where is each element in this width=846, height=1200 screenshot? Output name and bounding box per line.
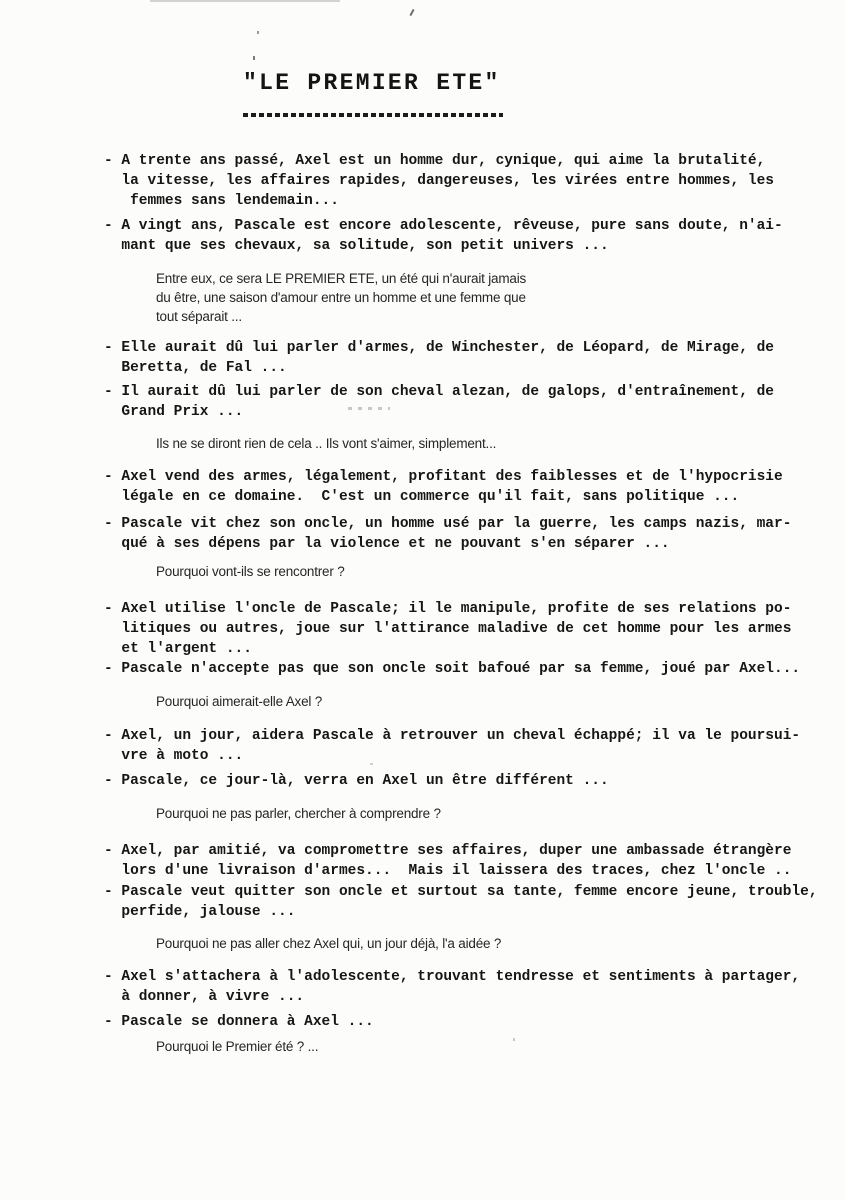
text-line: - Elle aurait dû lui parler d'armes, de Winchester, de Léopard, de Mirage, de <box>104 340 775 356</box>
text-line: qué à ses dépens par la violence et ne pouvant s'en séparer ... <box>104 536 670 552</box>
text-line: et l'argent ... <box>104 641 252 657</box>
synopsis-paragraph <box>104 216 783 256</box>
text-line: Pourquoi aimerait-elle Axel ? <box>156 694 323 709</box>
text-line: - Pascale, ce jour-là, verra en Axel un être différent ... <box>104 773 609 789</box>
text-line: Entre eux, ce sera LE PREMIER ETE, un été qui n'aurait jamais <box>156 271 527 286</box>
interjection-note <box>156 562 345 581</box>
text-line: du être, une saison d'amour entre un homme et une femme que <box>156 290 526 305</box>
synopsis-paragraph <box>104 771 609 791</box>
synopsis-paragraph <box>104 514 791 554</box>
text-line: Beretta, de Fal ... <box>104 360 287 376</box>
text-line: Pourquoi ne pas aller chez Axel qui, un jour déjà, l'a aidée ? <box>156 936 502 951</box>
text-line: Pourquoi le Premier été ? ... <box>156 1039 319 1054</box>
interjection-note <box>156 269 526 326</box>
title-underline <box>243 113 503 117</box>
synopsis-paragraph <box>104 967 800 1007</box>
text-line: - Axel, par amitié, va compromettre ses affaires, duper une ambassade étrangère <box>104 843 792 859</box>
text-line: - Pascale n'accepte pas que son oncle soit bafoué par sa femme, joué par Axel... <box>104 661 801 677</box>
text-line: légale en ce domaine. C'est un commerce qu'il fait, sans politique ... <box>104 489 740 505</box>
text-line: Grand Prix ... <box>104 404 244 420</box>
text-line: - Pascale se donnera à Axel ... <box>104 1014 374 1030</box>
text-line: mant que ses chevaux, sa solitude, son petit univers ... <box>104 238 609 254</box>
scan-speck <box>409 9 414 16</box>
interjection-note <box>156 1037 318 1056</box>
text-line: - A trente ans passé, Axel est un homme dur, cynique, qui aime la brutalité, <box>104 153 766 169</box>
text-line: Pourquoi ne pas parler, chercher à comprendre ? <box>156 806 441 821</box>
text-line: - Axel utilise l'oncle de Pascale; il le manipule, profite de ses relations po- <box>104 601 792 617</box>
text-line: - Axel, un jour, aidera Pascale à retrouver un cheval échappé; il va le poursui- <box>104 728 801 744</box>
text-line: Ils ne se diront rien de cela .. Ils vont s'aimer, simplement... <box>156 436 497 451</box>
scan-speck <box>257 31 259 34</box>
synopsis-paragraph <box>104 467 783 507</box>
text-line: - Pascale vit chez son oncle, un homme usé par la guerre, les camps nazis, mar- <box>104 516 792 532</box>
text-line: à donner, à vivre ... <box>104 989 305 1005</box>
synopsis-paragraph <box>104 726 800 766</box>
text-line: Pourquoi vont-ils se rencontrer ? <box>156 564 345 579</box>
text-line: la vitesse, les affaires rapides, dangereuses, les virées entre hommes, les <box>104 173 775 189</box>
text-line: lors d'une livraison d'armes... Mais il laissera des traces, chez l'oncle .. <box>104 863 792 879</box>
text-line: litiques ou autres, joue sur l'attirance maladive de cet homme pour les armes <box>104 621 792 637</box>
synopsis-paragraph <box>104 1012 374 1032</box>
text-line: - Axel vend des armes, légalement, profitant des faiblesses et de l'hypocrisie <box>104 469 783 485</box>
text-line: - Pascale veut quitter son oncle et surtout sa tante, femme encore jeune, trouble, <box>104 884 818 900</box>
synopsis-paragraph <box>104 151 774 211</box>
interjection-note <box>156 692 322 711</box>
text-line: perfide, jalouse ... <box>104 904 296 920</box>
text-line: tout séparait ... <box>156 309 242 324</box>
interjection-note <box>156 434 496 453</box>
text-line: - A vingt ans, Pascale est encore adolescente, rêveuse, pure sans doute, n'ai- <box>104 218 783 234</box>
synopsis-paragraph <box>104 841 791 881</box>
text-line: femmes sans lendemain... <box>104 193 339 209</box>
scan-speck <box>513 1038 515 1041</box>
interjection-note <box>156 934 501 953</box>
text-line: vre à moto ... <box>104 748 244 764</box>
scan-speck <box>253 56 255 60</box>
synopsis-paragraph <box>104 382 774 422</box>
document-title: "LE PREMIER ETE" <box>243 70 501 96</box>
synopsis-paragraph <box>104 882 818 922</box>
scan-edge-artifact <box>150 0 340 2</box>
synopsis-paragraph <box>104 599 791 659</box>
text-line: - Il aurait dû lui parler de son cheval alezan, de galops, d'entraînement, de <box>104 384 775 400</box>
synopsis-paragraph <box>104 338 774 378</box>
interjection-note <box>156 804 441 823</box>
synopsis-paragraph <box>104 659 800 679</box>
text-line: - Axel s'attachera à l'adolescente, trouvant tendresse et sentiments à partager, <box>104 969 801 985</box>
